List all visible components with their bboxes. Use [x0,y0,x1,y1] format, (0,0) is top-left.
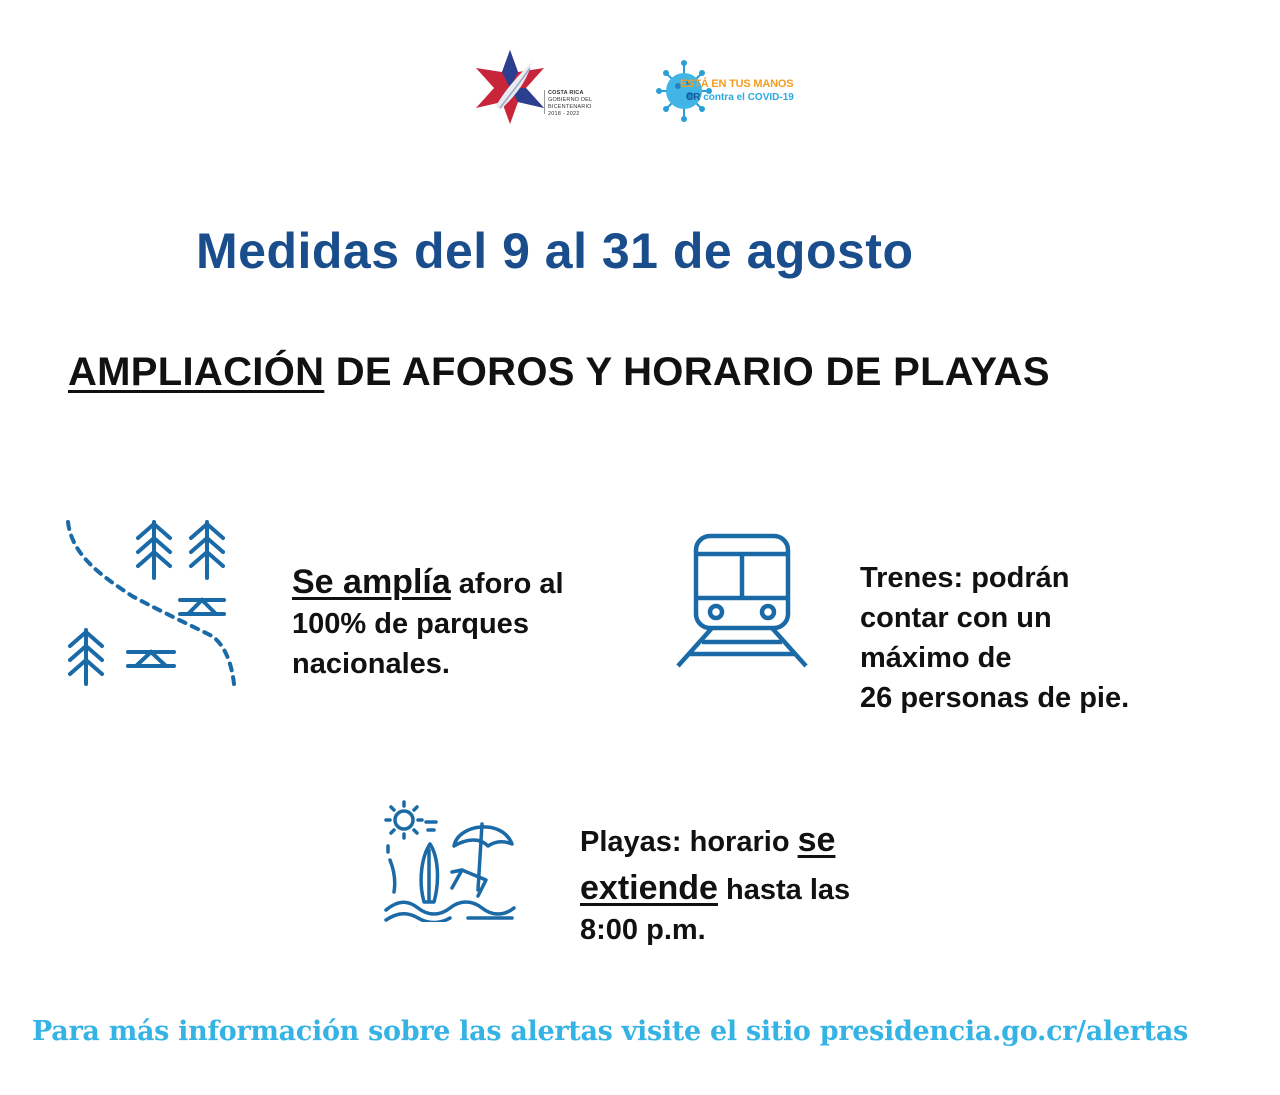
trains-line1: Trenes: podrán [860,562,1070,594]
star-logo-icon [470,48,550,126]
gov-line3: 2018 - 2022 [548,111,580,117]
beaches-text [580,820,850,950]
beaches-line1 [580,820,850,862]
beaches-highlight1: se [797,821,836,859]
section-heading-highlight: AMPLIACIÓN [68,350,325,394]
forest-trail-icon [62,516,242,690]
parks-text [292,562,564,684]
parks-line3: nacionales. [292,648,450,680]
section-heading-rest: DE AFOROS Y HORARIO DE PLAYAS [324,350,1050,394]
government-logo-text [548,90,630,118]
trains-line3: máximo de [860,642,1012,674]
beaches-line1-text: Playas: horario [580,826,798,858]
campaign-line1: ESTÁ EN TUS MANOS [680,78,794,90]
beaches-line2 [580,868,850,910]
parks-line1-rest: aforo al [450,568,564,600]
government-logo [470,48,630,126]
trains-line4: 26 personas de pie. [860,682,1130,714]
section-heading [68,350,1050,395]
parks-line2: 100% de parques [292,608,529,640]
campaign-logo [654,56,814,126]
gov-line1: COSTA RICA [548,90,584,96]
parks-highlight: Se amplía [292,563,451,601]
footer-info: Para más información sobre las alertas visite el sitio presidencia.go.cr/alertas [32,1016,1188,1047]
campaign-line2 [686,92,794,103]
campaign-line2b: contra el COVID-19 [703,92,794,103]
virus-icon [654,56,714,126]
beaches-line3: 8:00 p.m. [580,914,706,946]
train-icon [672,532,812,672]
trains-text [860,558,1129,718]
campaign-cr: CR [686,92,701,103]
beaches-highlight2: extiende [580,869,718,907]
beach-icon [382,800,518,922]
parks-line1 [292,562,564,604]
page-title: Medidas del 9 al 31 de agosto [196,223,914,279]
beaches-line2-rest: hasta las [717,874,851,906]
trains-line2: contar con un [860,602,1052,634]
header-logos [470,48,810,128]
gov-line2: GOBIERNO DEL BICENTENARIO [548,97,593,110]
